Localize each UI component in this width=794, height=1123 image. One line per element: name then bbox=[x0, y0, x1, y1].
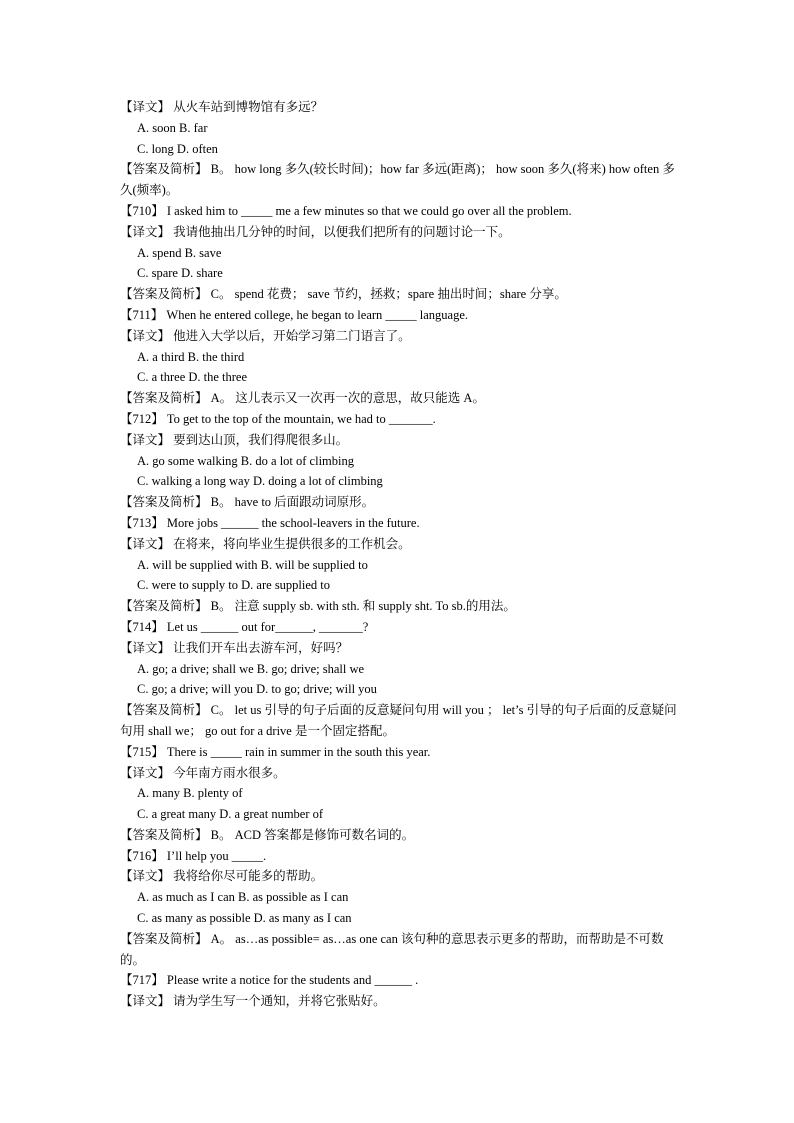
translation-line bbox=[120, 991, 680, 1012]
answer-text: B。 注意 supply sb. with sth. 和 supply sht. To sb.的用法。 bbox=[207, 599, 516, 614]
translation-tag: 【译文】 bbox=[120, 765, 171, 780]
question-number: 【714】 bbox=[120, 619, 164, 634]
answer-tag: 【答案及简析】 bbox=[120, 391, 208, 406]
option-line: C. a great many D. a great number of bbox=[137, 807, 324, 822]
question-line bbox=[120, 409, 680, 430]
answer-tag: 【答案及简析】 bbox=[120, 827, 208, 842]
question-line bbox=[120, 201, 680, 222]
answer-line bbox=[120, 825, 680, 846]
option-line: C. long D. often bbox=[137, 141, 218, 156]
translation-text: 今年南方雨水很多。 bbox=[170, 765, 286, 780]
question-text: More jobs ______ the school-leavers in the future. bbox=[163, 515, 420, 530]
translation-text: 我将给你尽可能多的帮助。 bbox=[170, 869, 324, 884]
answer-text: B。 how long 多久(较长时间)；how far 多远(距离)； how soon 多久(将来) how often 多久(频率)。 bbox=[120, 162, 675, 198]
translation-text: 从火车站到博物馆有多远？ bbox=[170, 100, 324, 114]
answer-line bbox=[120, 700, 680, 742]
translation-text: 让我们开车出去游车河，好吗？ bbox=[170, 640, 349, 655]
translation-text: 我请他抽出几分钟的时间，以便我们把所有的问题讨论一下。 bbox=[170, 224, 511, 239]
answer-tag: 【答案及简析】 bbox=[120, 287, 208, 302]
question-line bbox=[120, 846, 680, 867]
question-number: 【716】 bbox=[120, 848, 164, 863]
translation-tag: 【译文】 bbox=[120, 536, 171, 551]
question-line bbox=[120, 617, 680, 638]
translation-line bbox=[120, 638, 680, 659]
translation-tag: 【译文】 bbox=[120, 994, 171, 1009]
answer-text: B。 ACD 答案都是修饰可数名词的。 bbox=[207, 827, 415, 842]
option-line: A. many B. plenty of bbox=[137, 786, 243, 801]
answer-tag: 【答案及简析】 bbox=[120, 931, 208, 946]
question-number: 【711】 bbox=[120, 307, 164, 322]
answer-line bbox=[120, 388, 680, 409]
question-line bbox=[120, 970, 680, 991]
translation-line bbox=[120, 534, 680, 555]
option-line: A. a third B. the third bbox=[137, 349, 245, 364]
question-text: Let us ______ out for______, _______? bbox=[163, 619, 369, 634]
answer-tag: 【答案及简析】 bbox=[120, 162, 208, 177]
answer-line bbox=[120, 284, 680, 305]
option-line: A. will be supplied with B. will be supplied to bbox=[137, 557, 368, 572]
option-line: A. go some walking B. do a lot of climbing bbox=[137, 453, 354, 468]
option-line: C. go; a drive; will you D. to go; drive; will you bbox=[137, 682, 377, 697]
question-number: 【715】 bbox=[120, 744, 164, 759]
question-number: 【710】 bbox=[120, 203, 164, 218]
option-line: C. walking a long way D. doing a lot of climbing bbox=[137, 474, 383, 489]
option-line: A. spend B. save bbox=[137, 245, 222, 260]
translation-text: 在将来，将向毕业生提供很多的工作机会。 bbox=[170, 536, 411, 551]
question-line bbox=[120, 305, 680, 326]
translation-line bbox=[120, 222, 680, 243]
question-text: There is _____ rain in summer in the south this year. bbox=[163, 744, 431, 759]
question-number: 【717】 bbox=[120, 973, 164, 988]
translation-tag: 【译文】 bbox=[120, 100, 171, 114]
answer-line bbox=[120, 492, 680, 513]
question-text: Please write a notice for the students and ______ . bbox=[163, 973, 419, 988]
question-number: 【713】 bbox=[120, 515, 164, 530]
translation-line bbox=[120, 763, 680, 784]
answer-text: A。 as…as possible= as…as one can 该句种的意思表示更多的帮助，而帮助是不可数的。 bbox=[120, 931, 664, 967]
translation-line bbox=[120, 866, 680, 887]
translation-tag: 【译文】 bbox=[120, 432, 171, 447]
option-line: A. as much as I can B. as possible as I can bbox=[137, 890, 349, 905]
answer-text: C。 spend 花费； save 节约，拯救；spare 抽出时间；share 分享。 bbox=[207, 287, 567, 302]
answer-text: B。 have to 后面跟动词原形。 bbox=[207, 495, 375, 510]
answer-tag: 【答案及简析】 bbox=[120, 495, 208, 510]
answer-line bbox=[120, 159, 680, 201]
answer-line bbox=[120, 596, 680, 617]
option-line: A. go; a drive; shall we B. go; drive; shall we bbox=[137, 661, 365, 676]
question-text: When he entered college, he began to learn _____ language. bbox=[163, 307, 469, 322]
question-text: I’ll help you _____. bbox=[163, 848, 267, 863]
answer-text: C。 let us 引导的句子后面的反意疑问句用 will you ； let’s 引导的句子后面的反意疑问句用 shall we； go out for a drive 是一个固定搭配。 bbox=[120, 703, 677, 738]
answer-tag: 【答案及简析】 bbox=[120, 703, 208, 718]
question-line bbox=[120, 513, 680, 534]
translation-tag: 【译文】 bbox=[120, 224, 171, 239]
translation-text: 他进入大学以后，开始学习第二门语言了。 bbox=[170, 328, 411, 343]
question-line bbox=[120, 742, 680, 763]
answer-line bbox=[120, 929, 680, 971]
translation-line bbox=[120, 326, 680, 347]
translation-tag: 【译文】 bbox=[120, 640, 171, 655]
answer-tag: 【答案及简析】 bbox=[120, 599, 208, 614]
question-text: To get to the top of the mountain, we had to _______. bbox=[163, 411, 436, 426]
translation-line bbox=[120, 430, 680, 451]
option-line: A. soon B. far bbox=[137, 120, 208, 135]
option-line: C. as many as possible D. as many as I can bbox=[137, 911, 352, 926]
question-text: I asked him to _____ me a few minutes so that we could go over all the problem. bbox=[163, 203, 572, 218]
option-line: C. spare D. share bbox=[137, 266, 223, 281]
option-line: C. a three D. the three bbox=[137, 370, 248, 385]
translation-text: 要到达山顶，我们得爬很多山。 bbox=[170, 432, 349, 447]
translation-line bbox=[120, 97, 680, 118]
question-number: 【712】 bbox=[120, 411, 164, 426]
translation-tag: 【译文】 bbox=[120, 328, 171, 343]
translation-text: 请为学生写一个通知，并将它张贴好。 bbox=[170, 994, 386, 1009]
answer-text: A。 这儿表示又一次再一次的意思，故只能选 A。 bbox=[207, 391, 485, 406]
translation-tag: 【译文】 bbox=[120, 869, 171, 884]
document-page bbox=[120, 97, 680, 1012]
option-line: C. were to supply to D. are supplied to bbox=[137, 578, 331, 593]
